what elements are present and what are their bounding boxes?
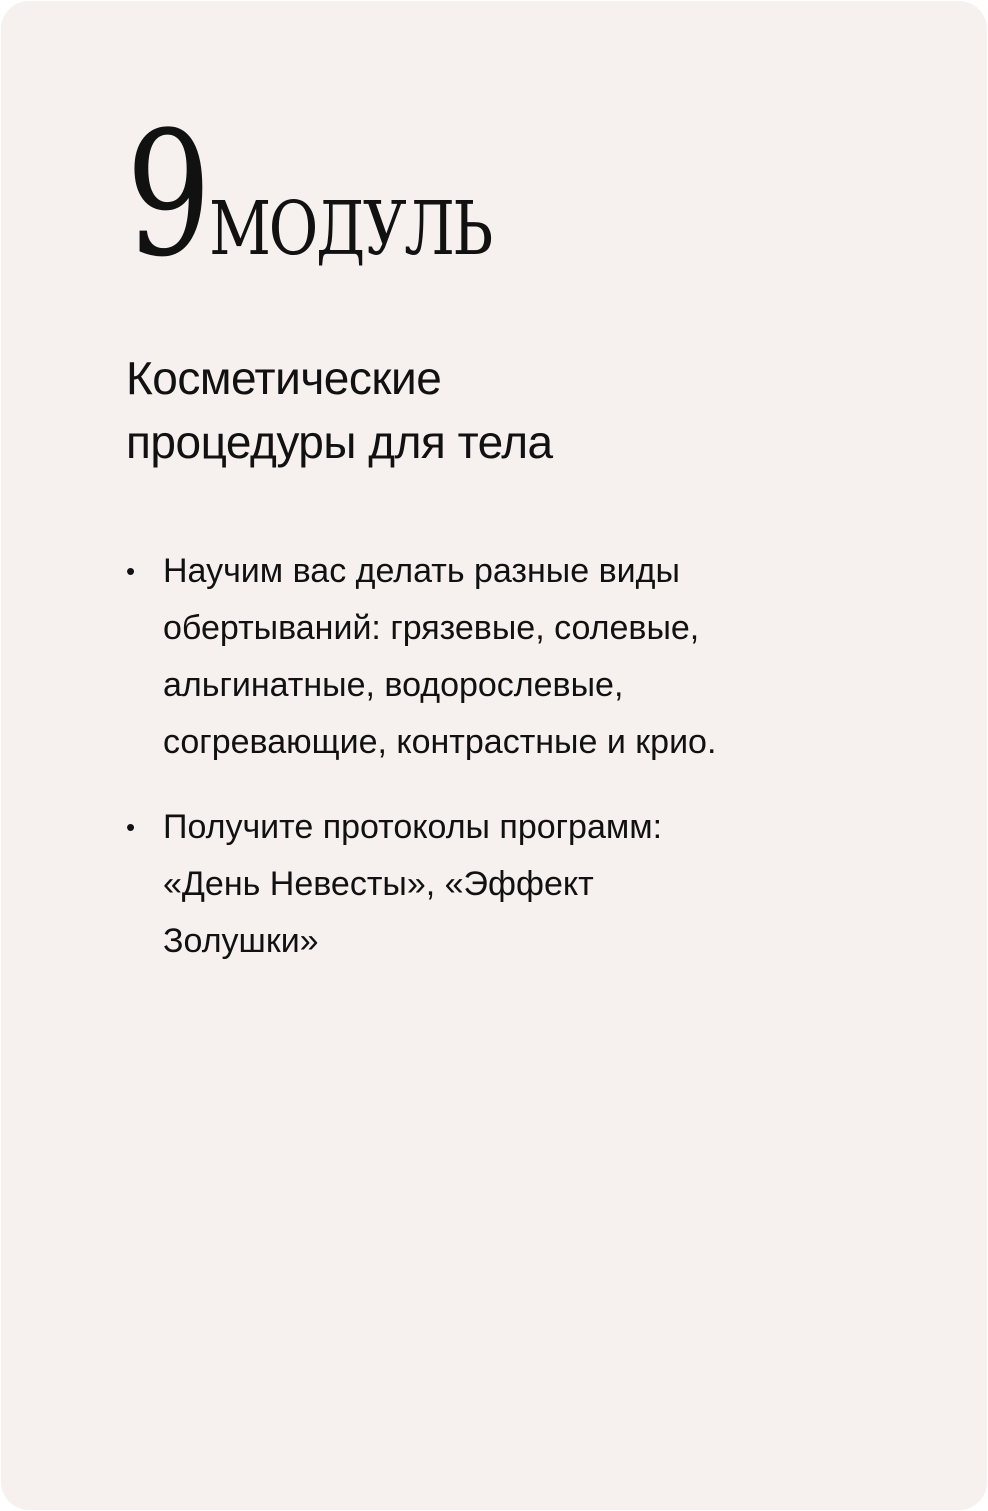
module-title-line: Косметические	[126, 352, 442, 404]
module-number: 9	[126, 94, 209, 295]
module-label: МОДУЛЬ	[209, 186, 492, 272]
bullet-text-line: «День Невесты», «Эффект	[163, 865, 594, 903]
module-card	[1, 1, 987, 1510]
bullet-item	[126, 543, 846, 771]
bullet-item	[126, 799, 846, 970]
bullet-text-line: Получите протоколы программ:	[163, 808, 663, 846]
bullet-text-line: Золушки»	[163, 922, 319, 960]
bullet-text-line: согревающие, контрастные и крио.	[163, 723, 717, 761]
module-header	[126, 94, 553, 295]
bullet-dot-icon: •	[126, 812, 136, 842]
module-bullet-list	[126, 543, 846, 998]
module-title	[126, 346, 846, 474]
bullet-text-line: Научим вас делать разные виды	[163, 552, 680, 590]
module-title-line: процедуры для тела	[126, 416, 553, 468]
bullet-dot-icon: •	[126, 556, 136, 586]
bullet-text-line: альгинатные, водорослевые,	[163, 666, 624, 704]
bullet-text-line: обертываний: грязевые, солевые,	[163, 609, 700, 647]
